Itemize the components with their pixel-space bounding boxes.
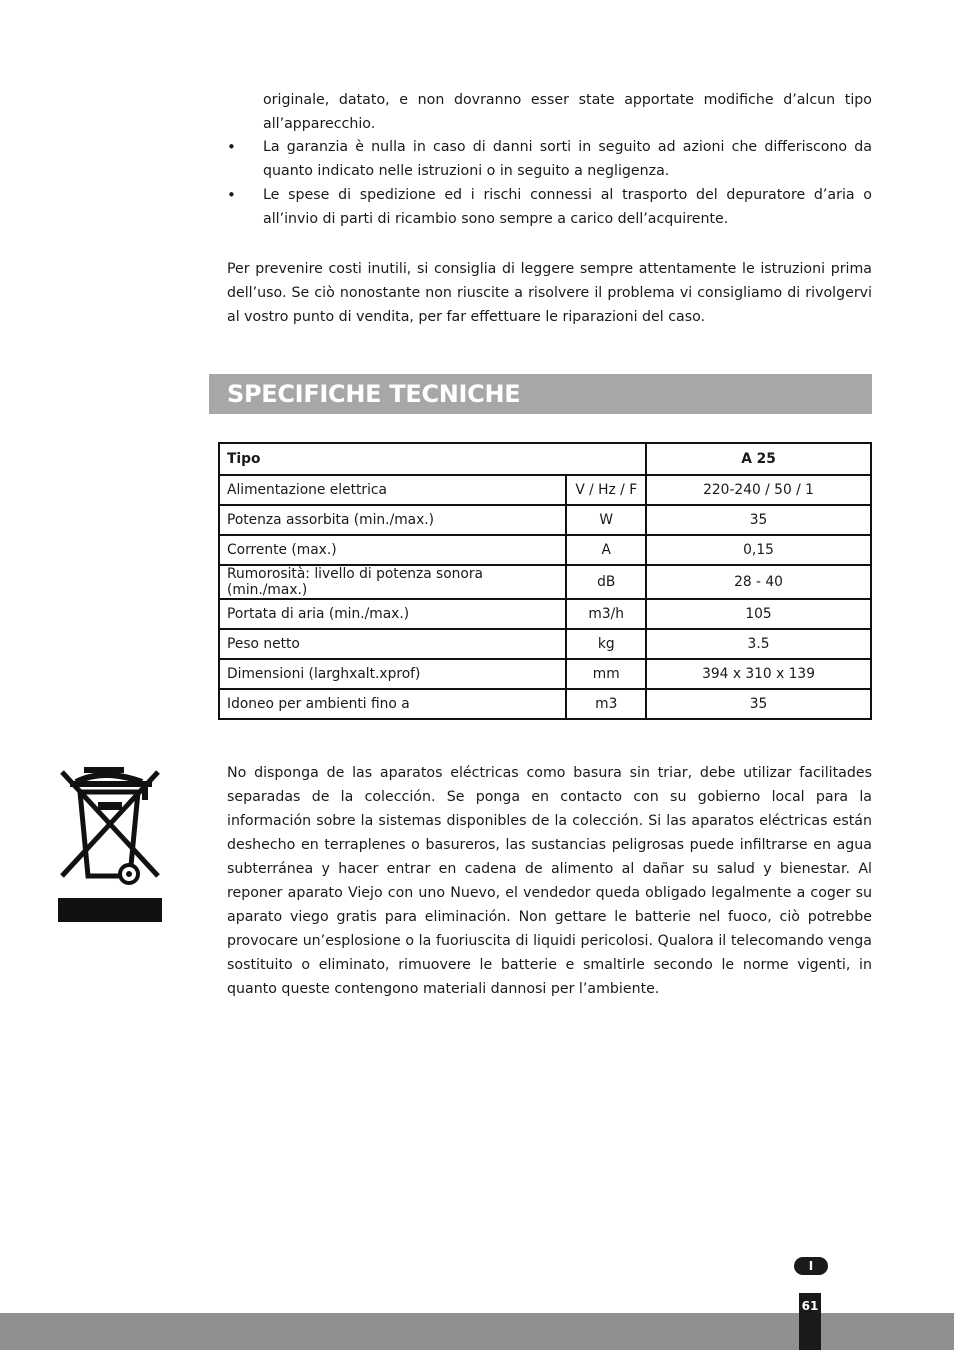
table-row [219,535,871,565]
bullet-icon: • [227,138,236,156]
row-unit: m3/h [566,599,646,629]
row-value: 35 [646,689,871,719]
row-value: 394 x 310 x 139 [646,659,871,689]
row-unit: m3 [566,689,646,719]
bullet-icon: • [227,186,236,204]
row-label: Peso netto [219,629,566,659]
row-value: 3.5 [646,629,871,659]
row-value: 35 [646,505,871,535]
row-label: Alimentazione elettrica [219,475,566,505]
row-unit: kg [566,629,646,659]
row-unit: A [566,535,646,565]
row-unit: dB [566,565,646,599]
row-label: Potenza assorbita (min./max.) [219,505,566,535]
bullet-text: La garanzia è nulla in caso di danni sorti in seguito ad azioni che differiscono da quanto indicato nelle istruzioni o in seguito a negligenza. [263,139,872,179]
advice-paragraph: Per prevenire costi inutili, si consiglia di leggere sempre attentamente le istruzioni prima dell’uso. Se ciò nonostante non riuscite a risolvere il problema vi consigliamo di rivolgervi al vostro punto di vendita, per far effettuare le riparazioni del caso. [227,261,872,325]
specifications-table [218,442,872,720]
page-number: 61 [799,1293,821,1350]
row-label: Idoneo per ambienti fino a [219,689,566,719]
table-row [219,599,871,629]
list-item [227,135,872,183]
language-badge: I [794,1257,828,1275]
row-unit: mm [566,659,646,689]
row-unit: V / Hz / F [566,475,646,505]
row-label: Corrente (max.) [219,535,566,565]
table-row [219,505,871,535]
bullet-text: Le spese di spedizione ed i rischi connessi al trasporto del depuratore d’aria o all’invio di parti di ricambio sono sempre a carico dell’acquirente. [263,187,872,227]
row-value: 0,15 [646,535,871,565]
list-item [227,183,872,231]
row-label: Rumorosità: livello di potenza sonora (min./max.) [219,565,566,599]
row-label: Portata di aria (min./max.) [219,599,566,629]
table-row [219,565,871,599]
row-label: Dimensioni (larghxalt.xprof) [219,659,566,689]
warranty-bullet-list [227,135,872,231]
warranty-continuation-text: originale, datato, e non dovranno esser state apportate modifiche d’alcun tipo all’apparecchio. [263,92,872,132]
header-label-cell: Tipo [219,443,646,475]
row-unit: W [566,505,646,535]
table-row [219,689,871,719]
crossed-out-wheelie-bin-icon [58,764,162,924]
row-value: 28 - 40 [646,565,871,599]
table-row [219,629,871,659]
disposal-paragraph: No disponga de las aparatos eléctricas como basura sin triar, debe utilizar facilitades separadas de la colección. Se ponga en contacto con su gobierno local para la información sobre la sistemas disponibles de la colección. Si las aparatos eléctricas están deshecho en terraplenes o basureros, las sustancias peligrosas puede infiltrarse en agua subterránea y hacer entrar en cadena de alimento al dañar su salud y bienestar. Al reponer aparato Viejo con uno Nuevo, el vendedor queda obligado legalmente a coger su aparato viego gratis para eliminación. Non gettare le batterie nel fuoco, ciò potrebbe provocare un’esplosione o la fuoriuscita di liquidi pericolosi. Qualora il telecomando venga sostituito o eliminato, rimuovere le batterie e smaltirle secondo le norme vigenti, in quanto queste contengono materiali dannosi per l’ambiente. [227,765,872,997]
row-value: 105 [646,599,871,629]
table-row [219,475,871,505]
section-heading-bar [209,374,872,414]
table-row [219,659,871,689]
table-header-row [219,443,871,475]
header-model-cell: A 25 [646,443,871,475]
section-title: SPECIFICHE TECNICHE [227,380,521,408]
row-value: 220-240 / 50 / 1 [646,475,871,505]
